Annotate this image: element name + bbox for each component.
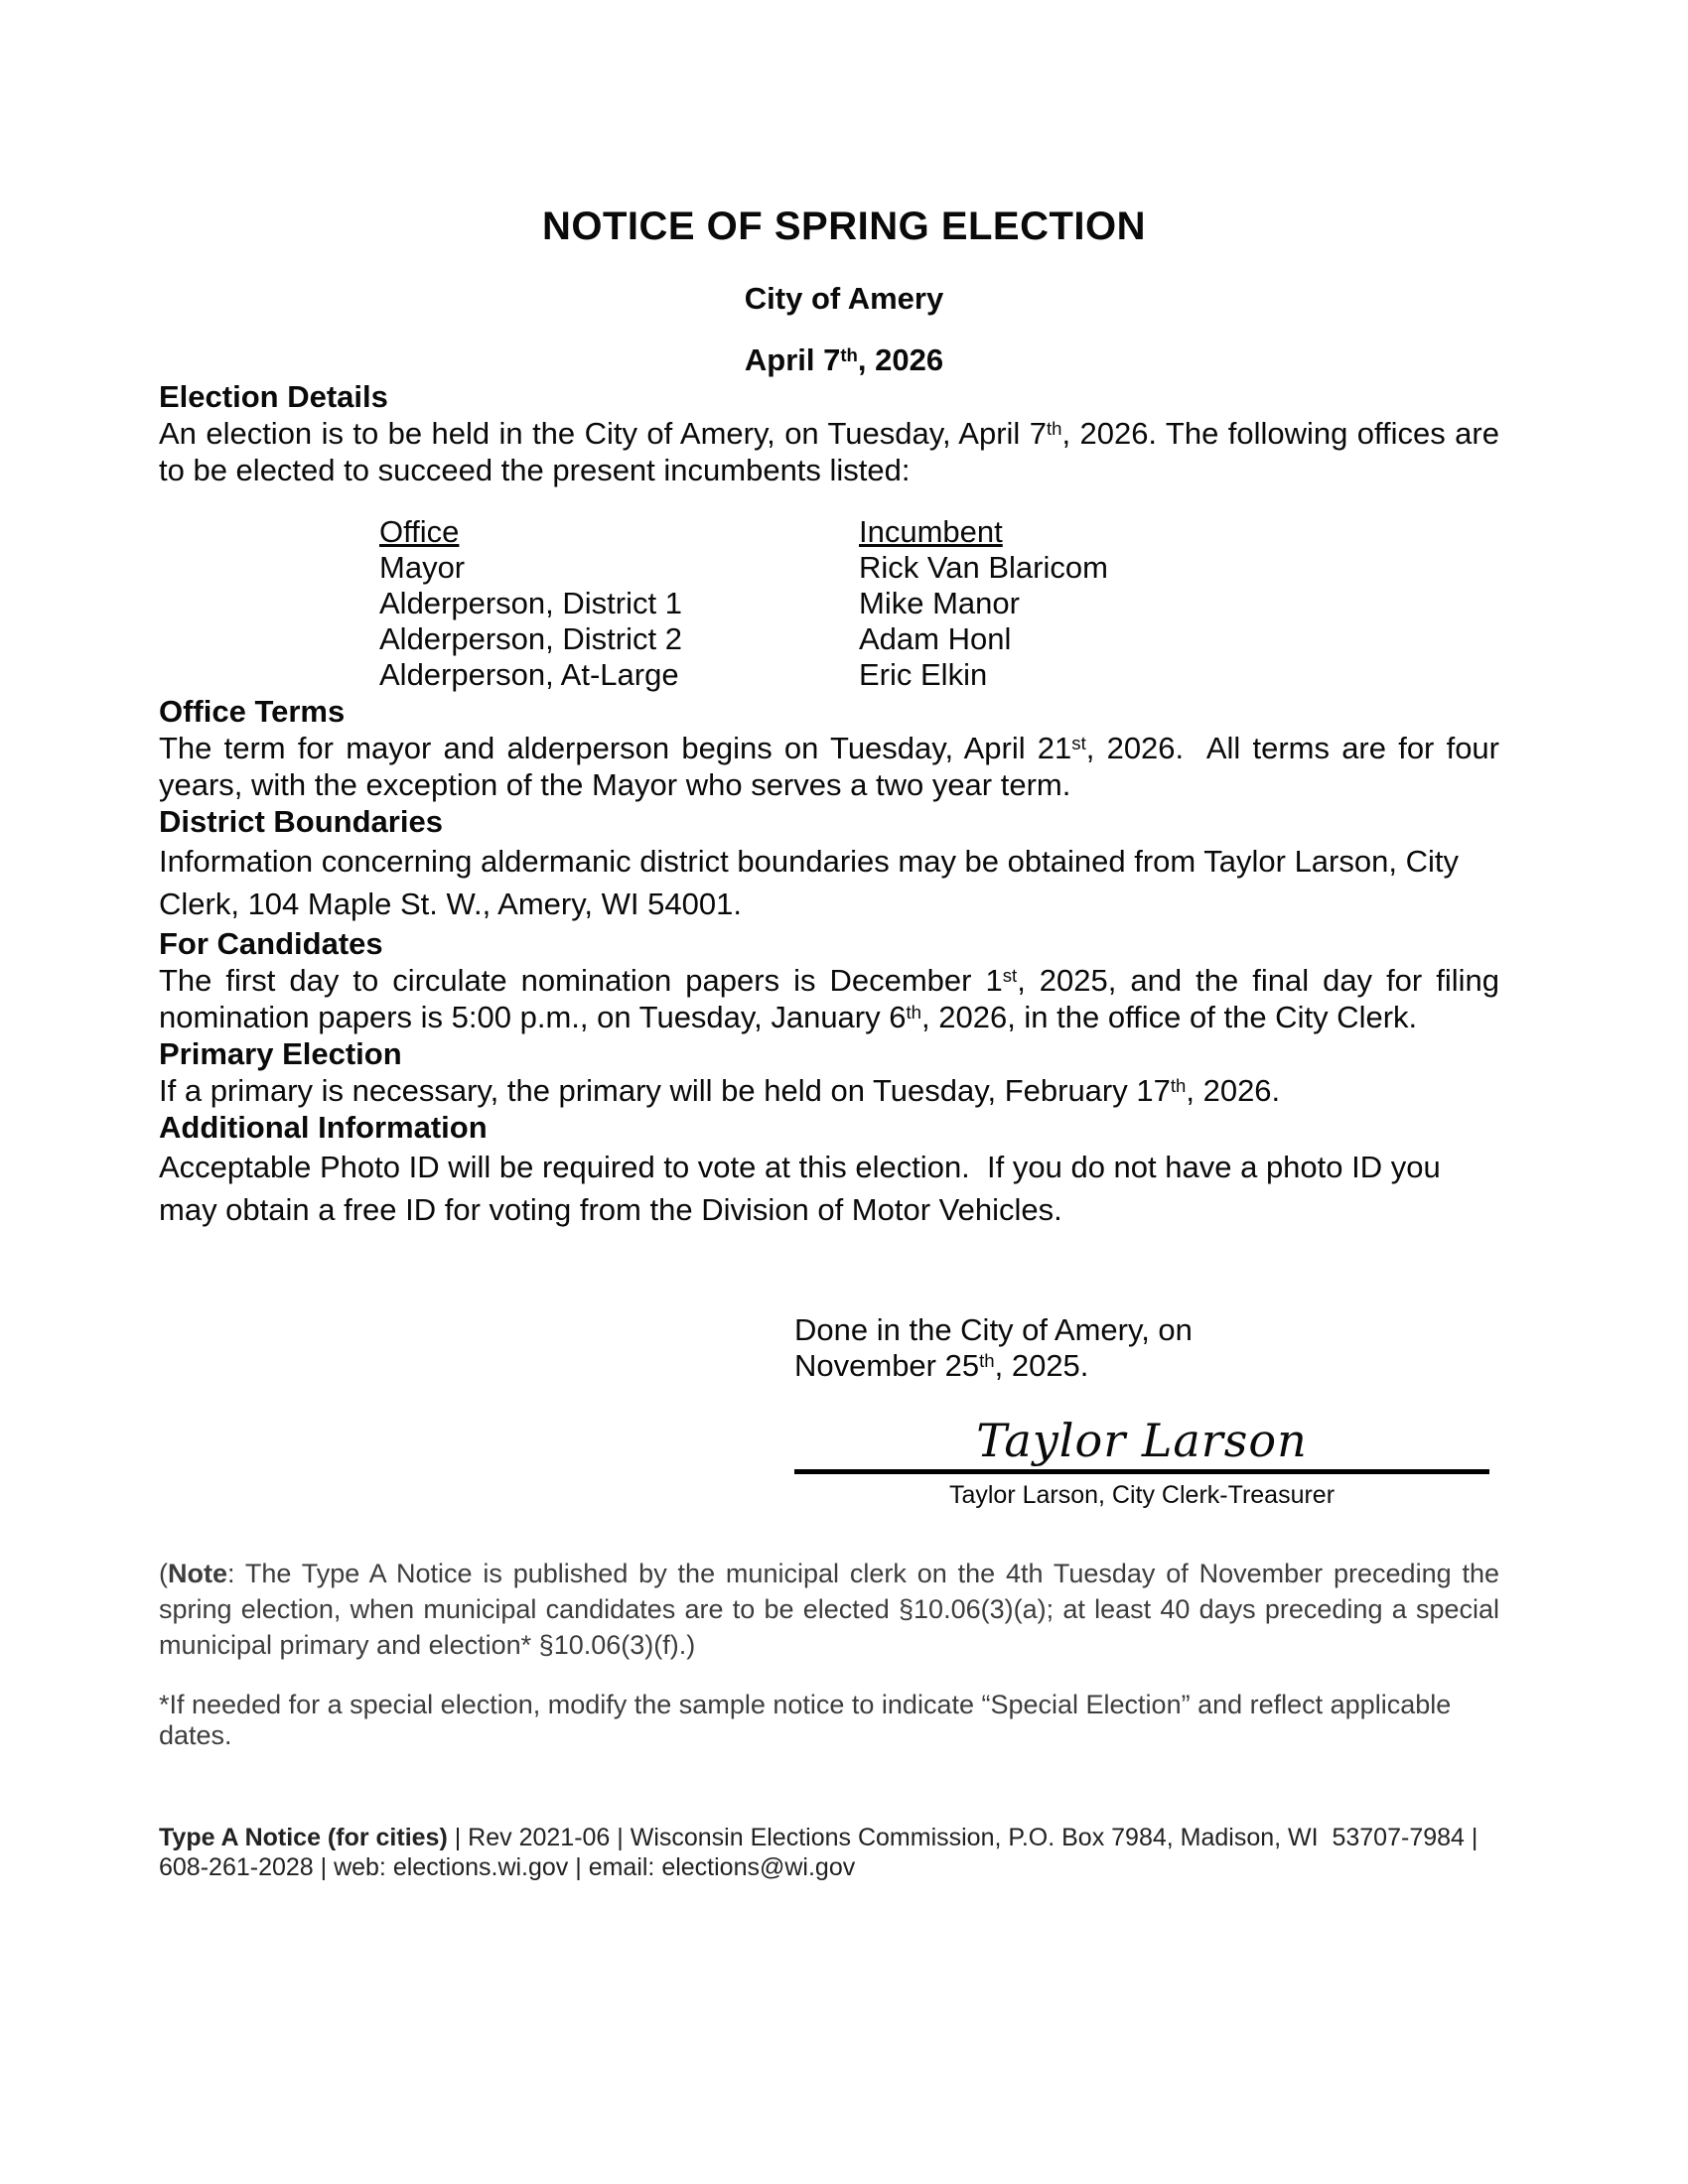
section-heading: Election Details bbox=[159, 379, 388, 414]
publication-note: (Note: The Type A Notice is published by the municipal clerk on the 4th Tuesday of November preceding the spring election, when municipal candidates are to be elected §10.06(3)(a); at least 40 days preceding a special municipal primary and election* §10.06(3)(f).) bbox=[159, 1559, 1499, 1660]
date-line: April 7th, 2026 bbox=[744, 342, 944, 377]
table-header-office: Office bbox=[379, 514, 460, 549]
signature-caption: Taylor Larson, City Clerk-Treasurer bbox=[948, 1481, 1336, 1509]
table-cell-incumbent: Rick Van Blaricom bbox=[859, 550, 1108, 585]
signature-block bbox=[794, 1416, 1489, 1511]
section-for-candidates bbox=[159, 925, 1499, 1035]
table-cell-incumbent: Adam Honl bbox=[859, 621, 1012, 656]
section-body: If a primary is necessary, the primary will be held on Tuesday, February 17th, 2026. bbox=[159, 1073, 1281, 1108]
section-heading: District Boundaries bbox=[159, 804, 443, 839]
section-election-details bbox=[159, 378, 1499, 693]
section-body: An election is to be held in the City of Amery, on Tuesday, April 7th, 2026. The following offices are to be elected to succeed the present incumbents listed: bbox=[159, 416, 1499, 487]
table-cell-incumbent: Eric Elkin bbox=[859, 657, 988, 692]
section-heading: For Candidates bbox=[159, 926, 383, 961]
attestation-line-2: November 25th, 2025. bbox=[794, 1348, 1089, 1383]
section-district-boundaries bbox=[159, 803, 1499, 925]
section-body: The term for mayor and alderperson begins on Tuesday, April 21st, 2026. All terms are for four years, with the exception of the Mayor who serves a two year term. bbox=[159, 731, 1499, 802]
table-cell-office: Alderperson, District 2 bbox=[379, 621, 682, 656]
section-heading: Additional Information bbox=[159, 1110, 488, 1145]
document-footer: Type A Notice (for cities) | Rev 2021-06 | Wisconsin Elections Commission, P.O. Box 7984, Madison, WI 53707-7984 | 608-261-2028 | web: elections.wi.gov | email: elections@wi.gov bbox=[159, 1824, 1478, 1881]
city-line: City of Amery bbox=[744, 281, 944, 316]
table-cell-office: Alderperson, At-Large bbox=[379, 657, 679, 692]
document-title: NOTICE OF SPRING ELECTION bbox=[541, 205, 1147, 248]
table-cell-incumbent: Mike Manor bbox=[859, 586, 1020, 620]
document-header bbox=[0, 204, 1688, 378]
section-heading: Primary Election bbox=[159, 1036, 402, 1071]
section-body: The first day to circulate nomination papers is December 1st, 2025, and the final day for filing nomination papers is 5:00 p.m., on Tuesday, January 6th, 2026, in the office of the City Clerk. bbox=[159, 963, 1499, 1034]
signature-line bbox=[794, 1469, 1489, 1474]
section-heading: Office Terms bbox=[159, 694, 346, 729]
signature-script: Taylor Larson bbox=[976, 1414, 1308, 1467]
table-cell-office: Mayor bbox=[379, 550, 466, 585]
section-office-terms bbox=[159, 693, 1499, 803]
attestation-line-1: Done in the City of Amery, on bbox=[794, 1312, 1193, 1347]
section-body: Information concerning aldermanic district boundaries may be obtained from Taylor Larson, City Clerk, 104 Maple St. W., Amery, WI 54001. bbox=[159, 844, 1459, 921]
table-header-incumbent: Incumbent bbox=[859, 514, 1003, 549]
special-election-note: *If needed for a special election, modify the sample notice to indicate “Special Election” and reflect applicable dates. bbox=[159, 1690, 1452, 1750]
section-additional-information bbox=[159, 1109, 1499, 1231]
table-cell-office: Alderperson, District 1 bbox=[379, 586, 682, 620]
office-incumbent-table bbox=[379, 514, 1108, 693]
section-primary-election bbox=[159, 1035, 1499, 1109]
section-body: Acceptable Photo ID will be required to vote at this election. If you do not have a photo ID you may obtain a free ID for voting from the Division of Motor Vehicles. bbox=[159, 1150, 1441, 1227]
attestation-block bbox=[794, 1312, 1499, 1384]
